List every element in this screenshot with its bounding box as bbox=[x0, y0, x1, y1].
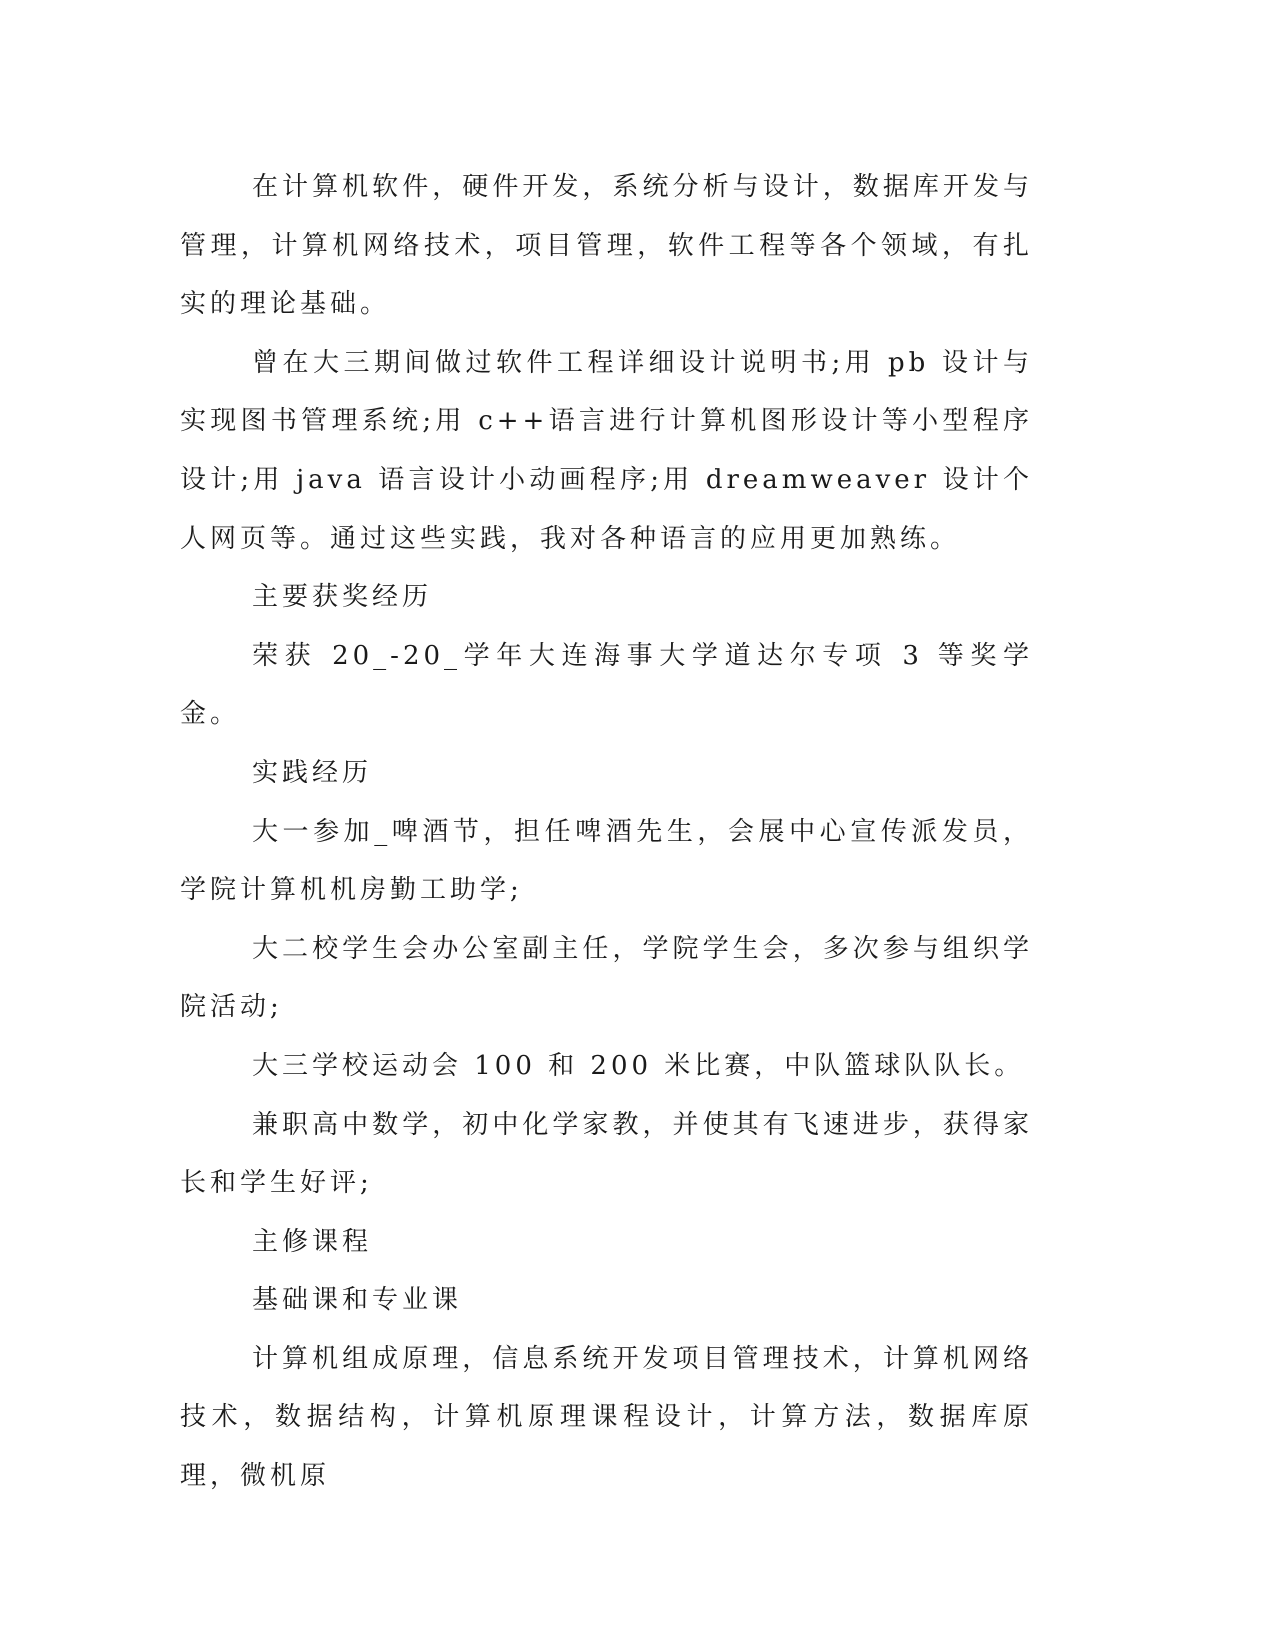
heading-practice: 实践经历 bbox=[252, 757, 373, 788]
paragraph-skills-summary: 在计算机软件，硬件开发，系统分析与设计，数据库开发与管理，计算机网络技术，项目管理，软件工程等各个领域，有扎实的理论基础。 bbox=[180, 172, 1033, 320]
subheading-course-types: 基础课和专业课 bbox=[252, 1285, 463, 1316]
heading-courses: 主修课程 bbox=[252, 1226, 373, 1257]
paragraph-projects: 曾在大三期间做过软件工程详细设计说明书;用 pb 设计与实现图书管理系统;用 c++语言进行计算机图形设计等小型程序设计;用 java 语言设计小动画程序;用 dreamweaver 设计个人网页等。通过这些实践，我对各种语言的应用更加熟练。 bbox=[180, 347, 1033, 554]
paragraph-part-time-tutor: 兼职高中数学，初中化学家教，并使其有飞速进步，获得家长和学生好评; bbox=[180, 1109, 1033, 1199]
document-body bbox=[180, 158, 1033, 1506]
paragraph-practice-year1: 大一参加_啤酒节，担任啤酒先生，会展中心宣传派发员，学院计算机机房勤工助学; bbox=[180, 816, 1033, 906]
paragraph-award-detail: 荣获 20_-20_学年大连海事大学道达尔专项 3 等奖学金。 bbox=[180, 640, 1033, 730]
paragraph-practice-year3: 大三学校运动会 100 和 200 米比赛，中队篮球队队长。 bbox=[252, 1050, 1025, 1081]
paragraph-course-list: 计算机组成原理，信息系统开发项目管理技术，计算机网络技术，数据结构，计算机原理课程设计，计算方法，数据库原理，微机原 bbox=[180, 1343, 1033, 1492]
heading-awards: 主要获奖经历 bbox=[252, 582, 433, 613]
paragraph-practice-year2: 大二校学生会办公室副主任，学院学生会，多次参与组织学院活动; bbox=[180, 933, 1033, 1023]
